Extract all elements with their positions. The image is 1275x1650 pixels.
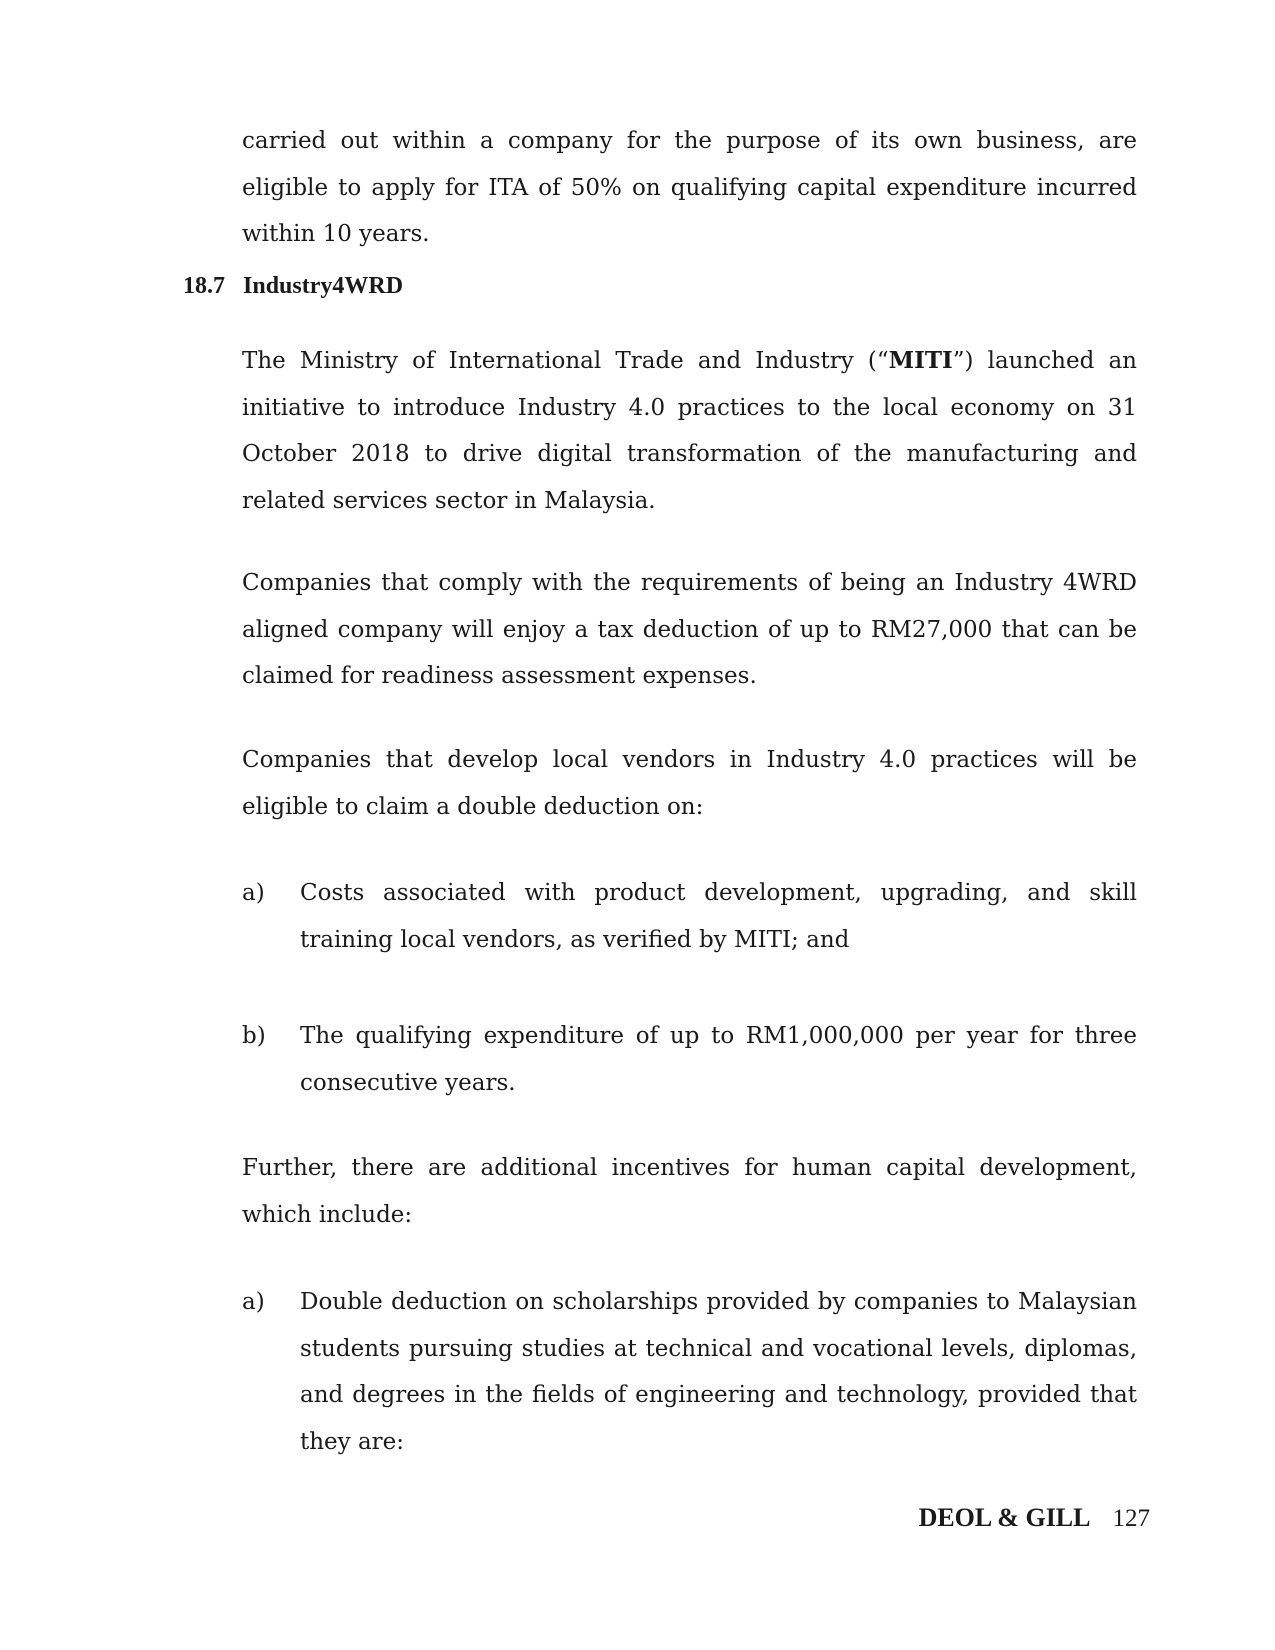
list-item (242, 1013, 1137, 1106)
section-number: 18.7 (183, 273, 225, 299)
miti-text-before: The Ministry of International Trade and Industry (“ (242, 348, 889, 374)
list-marker: a) (242, 880, 265, 906)
list-marker: b) (242, 1023, 266, 1049)
list-item (242, 1279, 1137, 1465)
paragraph-double-deduction-intro: Companies that develop local vendors in Industry 4.0 practices will be eligible to claim a double deduction on: (242, 747, 1137, 820)
list-marker: a) (242, 1289, 265, 1315)
section-heading (183, 268, 403, 304)
miti-text-after: ”) launched an initiative to introduce Industry 4.0 practices to the local economy on 31 October 2018 to drive digital transformation of the manufacturing and related services sector in Malaysia. (242, 348, 1137, 514)
list-item-text: Double deduction on scholarships provided by companies to Malaysian students pursuing studies at technical and vocational levels, diplomas, and degrees in the fields of engineering and technology, provided that they are: (300, 1289, 1137, 1455)
list-item-text: The qualifying expenditure of up to RM1,000,000 per year for three consecutive years. (300, 1023, 1137, 1096)
list-item-text: Costs associated with product development, upgrading, and skill training local vendors, as verified by MITI; and (300, 880, 1137, 953)
section-title: Industry4WRD (243, 273, 404, 299)
miti-abbreviation: MITI (888, 347, 953, 374)
page-number: 127 (1112, 1505, 1150, 1532)
list-item (242, 870, 1137, 963)
footer-firm-name: DEOL & GILL (918, 1503, 1091, 1532)
paragraph-human-capital: Further, there are additional incentives for human capital development, which include: (242, 1155, 1137, 1228)
page-footer (919, 1500, 1150, 1537)
paragraph-tax-deduction: Companies that comply with the requirements of being an Industry 4WRD aligned company will enjoy a tax deduction of up to RM27,000 that can be claimed for readiness assessment expenses. (242, 570, 1137, 689)
paragraph-miti-initiative (242, 338, 1137, 524)
paragraph-ita-continuation: carried out within a company for the purpose of its own business, are eligible to apply for ITA of 50% on qualifying capital expenditure incurred within 10 years. (242, 128, 1137, 247)
